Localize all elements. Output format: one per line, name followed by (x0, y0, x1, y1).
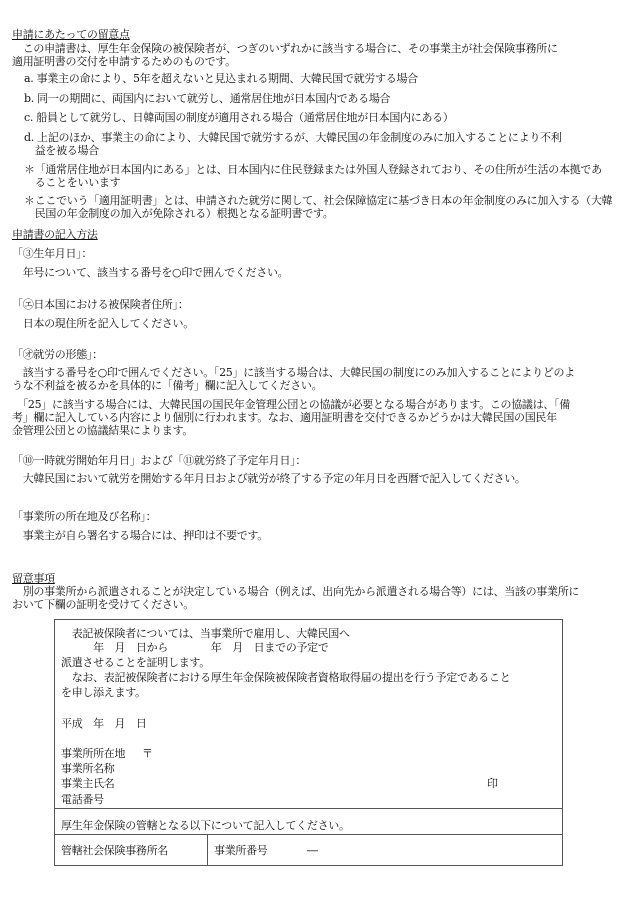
field-instruction: 該当する番号を○印で囲んでください。「25」に該当する場合は、大韓民国の制度にのみ加入することによりどのよ (12, 366, 575, 379)
owner-name-label: 事業主氏名 (61, 777, 115, 790)
certificate-line: 派遣させることを証明します。 (61, 656, 210, 669)
field-instruction: うな不利益を被るかを具体的に「備考」欄に記入してください。 (12, 379, 323, 392)
seal-mark: 印 (487, 777, 498, 790)
office-number-label: 事業所番号 (214, 844, 268, 857)
field-instruction: 金管理公団との協議結果によります。 (12, 424, 194, 437)
list-item: 益を被る場合 (24, 144, 99, 157)
field-instruction: 日本の現住所を記入してください。 (12, 317, 194, 330)
jurisdiction-instruction: 厚生年金保険の管轄となる以下について記入してください。 (61, 819, 350, 832)
office-name-label: 事業所名称 (61, 762, 115, 775)
section-heading: 申請書の記入方法 (12, 228, 98, 241)
paragraph-line: 別の事業所から派遣されることが決定している場合（例えば、出向先から派遣される場合等）には、当該の事業所に (12, 585, 580, 598)
divider (55, 834, 562, 835)
field-title: 「㋓日本国における被保険者住所」： (12, 298, 189, 311)
phone-label: 電話番号 (61, 793, 104, 806)
list-item: c. 船員として就労し、日韓両国の制度が適用される場合（通常居住地が日本国内にある） (24, 111, 454, 124)
paragraph-line: 適用証明書の交付を申請するためのものです。 (12, 55, 236, 68)
office-address-label: 事業所所在地 (61, 747, 126, 760)
certificate-line: 年 月 日から 年 月 日までの予定で (61, 641, 329, 654)
list-item: b. 同一の期間に、両国内において就労し、通常居住地が日本国内である場合 (24, 92, 391, 105)
footnote: 民国の年金制度の加入が免除される）根拠となる証明書です。 (24, 207, 334, 220)
field-instruction: 「25」に該当する場合には、大韓民国の国民年金管理公団との協議が必要となる場合があります。この協議は、「備 (12, 398, 570, 411)
paragraph-line: おいて下欄の証明を受けてください。 (12, 598, 194, 611)
field-title: 「事業所の所在地及び名称」： (12, 510, 157, 523)
dispatch-certificate-box (54, 619, 563, 866)
divider (207, 834, 208, 865)
footnote: ＊ここでいう「適用証明書」とは、申請された就労に関して、社会保障協定に基づき日本の年金制度のみに加入する（大韓 (24, 194, 613, 207)
office-number-dash: ― (307, 844, 318, 857)
list-item: a. 事業主の命により、5年を超えないと見込まれる期間、大韓民国で就労する場合 (24, 72, 418, 85)
section-heading: 申請にあたっての留意点 (12, 28, 130, 41)
field-title: 「㋔就労の形態」： (12, 348, 103, 361)
paragraph-line: この申請書は、厚生年金保険の被保険者が、つぎのいずれかに該当する場合に、その事業主が社会保険事務所に (12, 42, 558, 55)
footnote: ることをいいます (24, 176, 121, 189)
field-title: 「③生年月日」： (12, 247, 93, 260)
certificate-line: 表記被保険者については、当事業所で雇用し、大韓民国へ (61, 627, 350, 640)
field-instruction: 考」欄に記入している内容により個別に行われます。なお、適用証明書を交付できるかどうかは大韓民国の国民年 (12, 411, 557, 424)
divider (55, 808, 562, 809)
field-instruction: 年号について、該当する番号を○印で囲んでください。 (12, 266, 289, 279)
postal-mark: 〒 (142, 747, 153, 760)
field-title: 「⑩一時就労開始年月日」および「⑪就労終了予定年月日」： (12, 454, 307, 467)
social-insurance-office-label: 管轄社会保険事務所名 (61, 844, 168, 857)
footnote: ＊「通常居住地が日本国内にある」とは、日本国内に住民登録または外国人登録されており、その住所が生活の本拠であ (24, 163, 602, 176)
certificate-line: を申し添えます。 (61, 686, 146, 699)
section-heading: 留意事項 (12, 572, 55, 585)
list-item: d. 上記のほか、事業主の命により、大韓民国で就労するが、大韓民国の年金制度のみに加入することにより不利 (24, 131, 562, 144)
certificate-line: なお、表記被保険者における厚生年金保険被保険者資格取得届の提出を行う予定であること (61, 671, 511, 684)
field-instruction: 大韓民国において就労を開始する年月日および就労が終了する予定の年月日を西暦で記入してください。 (12, 472, 526, 485)
field-instruction: 事業主が自ら署名する場合には、押印は不要です。 (12, 529, 268, 542)
certificate-date-field[interactable]: 平成 年 月 日 (61, 717, 147, 730)
